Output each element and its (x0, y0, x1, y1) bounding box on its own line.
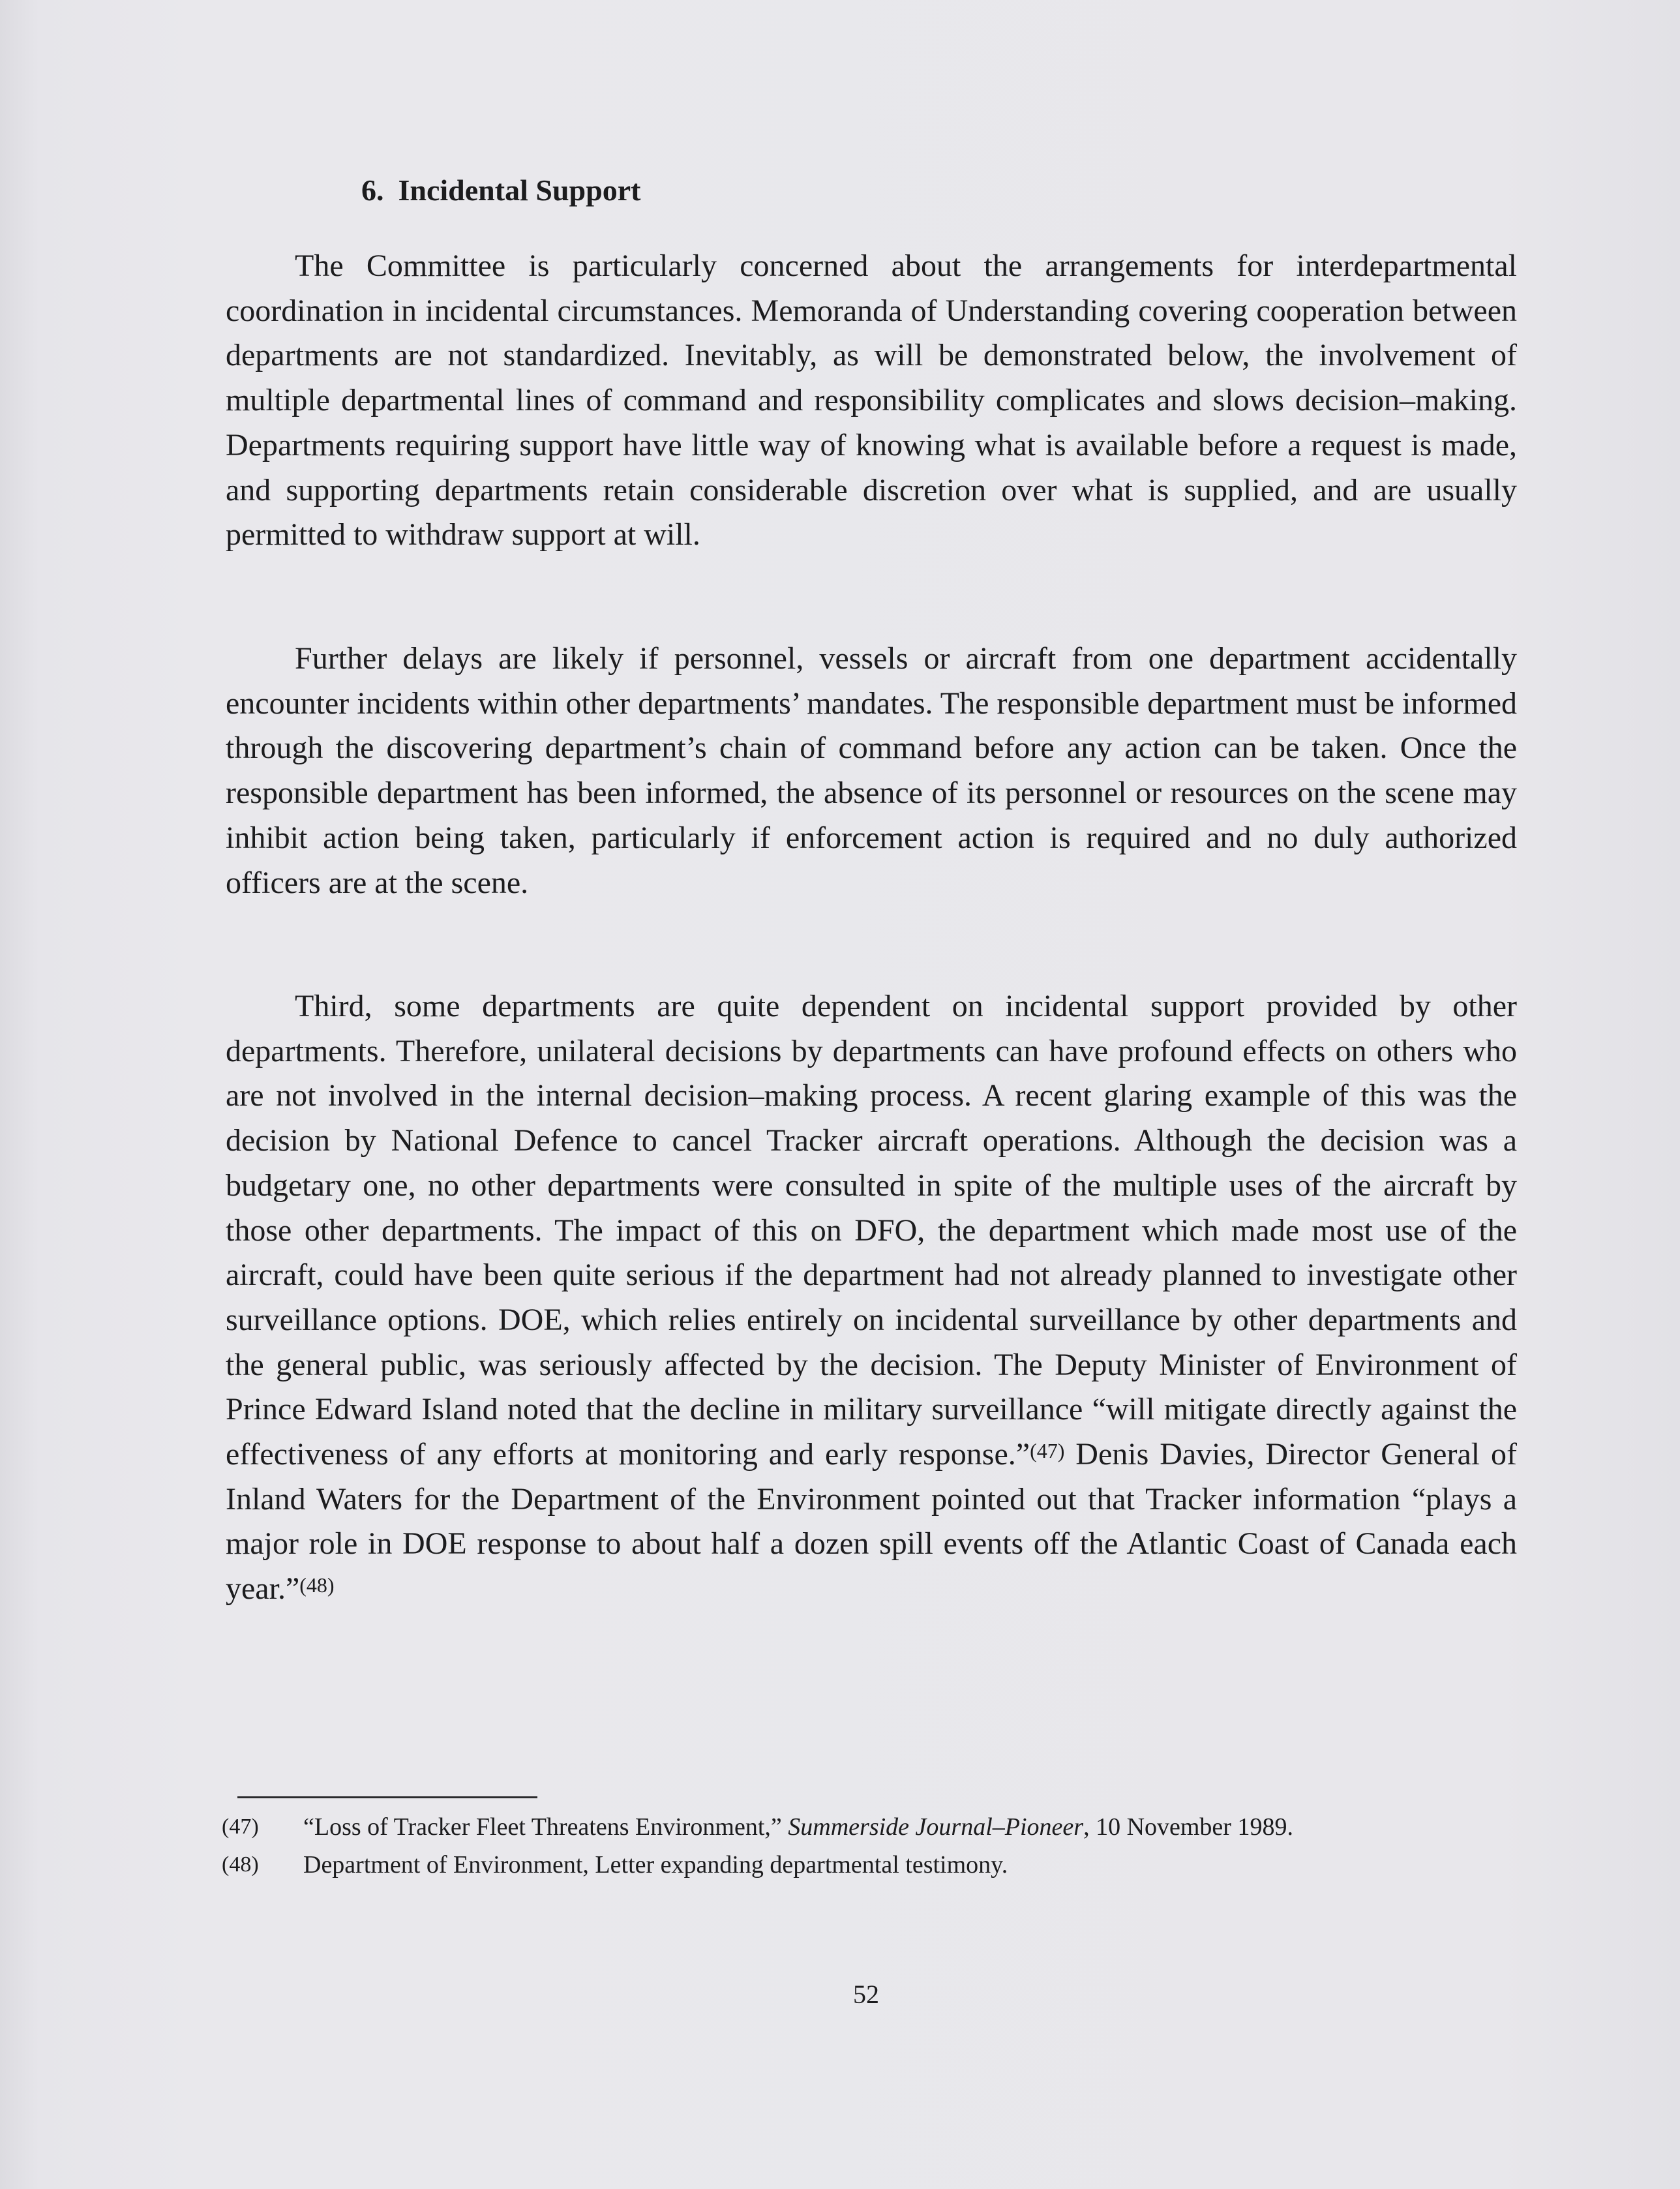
footnote-divider (237, 1796, 537, 1798)
footnote-text-after: , 10 November 1989. (1083, 1813, 1293, 1841)
paragraph-1 (226, 244, 1517, 558)
section-number: 6. (361, 174, 384, 207)
section-heading (361, 171, 640, 210)
paragraph-3-text-part1: Third, some departments are quite dependent on incidental support provided by other departments. Therefore, unilateral decisions by departments can have profound effects on others who are not involved in the internal decision–making process. A recent glaring example of this was the decision by National Defence to cancel Tracker aircraft operations. Although the decision was a budgetary one, no other departments were consulted in spite of the multiple uses of the aircraft by those other departments. The impact of this on DFO, the department which made most use of the aircraft, could have been quite serious if the department had not already planned to investigate other surveillance options. DOE, which relies entirely on incidental surveillance by other departments and the general public, was seriously affected by the decision. The Deputy Minister of Environment of Prince Edward Island noted that the decline in military surveillance “will mitigate directly against the effectiveness of any efforts at monitoring and early response.” (226, 989, 1517, 1472)
footnote-48 (222, 1846, 1526, 1884)
footnote-text-before: Department of Environment, Letter expanding departmental testimony. (303, 1851, 1008, 1879)
footnote-text (303, 1846, 1008, 1884)
footnotes-list (222, 1808, 1526, 1884)
paragraph-3-text-part2: Denis Davies, Director General of Inland Waters for the Department of the Environment pointed out that Tracker information “plays a major role in DOE response to about half a dozen spill events off the Atlantic Coast of Canada each year.” (226, 1437, 1517, 1607)
footnote-47 (222, 1808, 1526, 1846)
footnote-text (303, 1808, 1293, 1846)
footnote-mark: (48) (222, 1852, 259, 1877)
footnote-reference-47: (47) (1030, 1439, 1065, 1463)
page-number: 52 (853, 1980, 879, 2009)
paragraph-1-text: The Committee is particularly concerned about the arrangements for interdepartmental coordination in incidental circumstances. Memoranda of Understanding covering cooperation between departments are not standardized. Inevitably, as will be demonstrated below, the involvement of multiple departmental lines of command and responsibility complicates and slows decision–making. Departments requiring support have little way of knowing what is available before a request is made, and supporting departments retain considerable discretion over what is supplied, and are usually permitted to withdraw support at will. (226, 249, 1517, 552)
footnote-source-title: Summerside Journal–Pioneer (788, 1813, 1084, 1841)
paragraph-2-text: Further delays are likely if personnel, vessels or aircraft from one department accidentally encounter incidents within other departments’ mandates. The responsible department must be informed through the discovering department’s chain of command before any action can be taken. Once the responsible department has been informed, the absence of its personnel or resources on the scene may inhibit action being taken, particularly if enforcement action is required and no duly authorized officers are at the scene. (226, 641, 1517, 900)
footnote-mark: (47) (222, 1815, 259, 1839)
paragraph-3 (226, 984, 1517, 1612)
footnote-text-before: “Loss of Tracker Fleet Threatens Environment,” (303, 1813, 788, 1841)
paragraph-2 (226, 637, 1517, 905)
section-title: Incidental Support (398, 174, 641, 207)
footnote-reference-48: (48) (299, 1573, 335, 1597)
